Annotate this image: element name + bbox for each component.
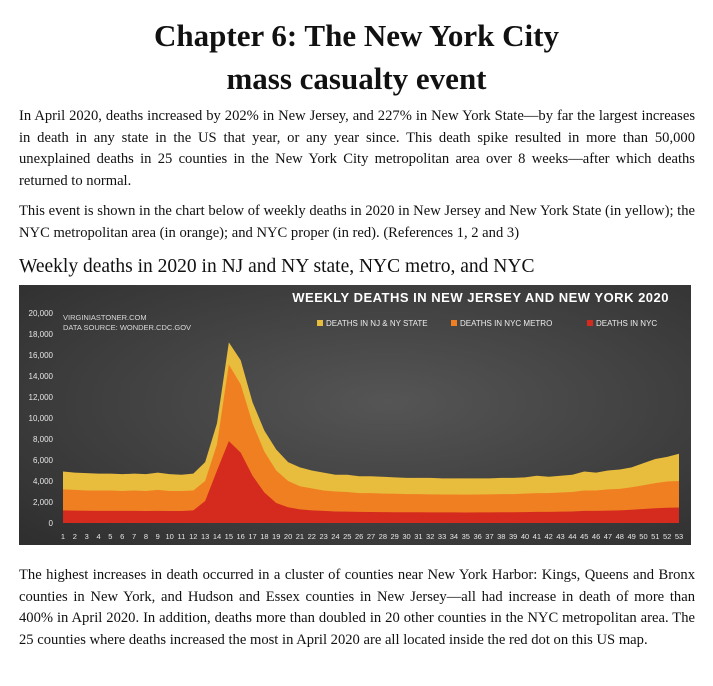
y-tick-label: 10,000 — [28, 414, 53, 423]
y-tick-label: 18,000 — [28, 330, 53, 339]
chapter-title-line-1: Chapter 6: The New York City — [154, 18, 559, 53]
x-tick-label: 26 — [354, 532, 364, 541]
x-tick-label: 3 — [84, 532, 89, 541]
x-tick-label: 51 — [651, 532, 660, 541]
x-tick-label: 37 — [485, 532, 494, 541]
legend-swatch — [451, 320, 457, 326]
chart-description-paragraph: This event is shown in the chart below of weekly deaths in 2020 in New Jersey and New York State (in yellow); the NYC metropolitan area (in orange); and NYC proper (in red). (References 1, 2 and 3) — [19, 203, 695, 241]
x-tick-label: 9 — [155, 532, 160, 541]
x-tick-label: 5 — [108, 532, 113, 541]
chart-source-site: VIRGINIASTONER.COM — [63, 313, 147, 322]
weekly-deaths-chart — [19, 285, 691, 545]
county-paragraph: The highest increases in death occurred in a cluster of counties near New York Harbor: Kings, Queens and Bronx counties in New York, and Hudson and Essex counties in New Jersey—all had increase in death of more than 400% in April 2020. In addition, deaths more than doubled in 20 other counties in the NYC metropolitan area. The 25 counties where deaths increased the most in April 2020 are all located inside the red dot on this US map. — [19, 567, 695, 648]
x-tick-label: 6 — [120, 532, 125, 541]
x-tick-label: 22 — [307, 532, 316, 541]
chart-title: WEEKLY DEATHS IN NEW JERSEY AND NEW YORK 2020 — [292, 290, 669, 305]
x-tick-label: 18 — [260, 532, 269, 541]
y-tick-label: 12,000 — [28, 393, 53, 402]
x-tick-label: 40 — [520, 532, 530, 541]
x-tick-label: 1 — [60, 532, 66, 541]
x-tick-label: 12 — [189, 532, 198, 541]
chapter-title-line-2: mass casualty event — [226, 61, 487, 96]
chart-data-source: DATA SOURCE: WONDER.CDC.GOV — [63, 323, 192, 332]
x-tick-label: 20 — [283, 532, 293, 541]
x-tick-label: 2 — [72, 532, 77, 541]
x-tick-label: 46 — [591, 532, 601, 541]
x-tick-label: 10 — [165, 532, 174, 541]
x-tick-label: 44 — [568, 532, 577, 541]
x-tick-label: 38 — [497, 532, 506, 541]
x-tick-label: 7 — [131, 532, 137, 541]
x-tick-label: 42 — [544, 532, 553, 541]
x-tick-label: 47 — [603, 532, 613, 541]
x-tick-label: 45 — [580, 532, 589, 541]
x-tick-label: 23 — [319, 532, 328, 541]
y-tick-label: 16,000 — [28, 351, 53, 360]
legend-label: DEATHS IN NYC METRO — [460, 319, 553, 328]
chart-caption: Weekly deaths in 2020 in NJ and NY state, NYC metro, and NYC — [19, 256, 535, 277]
x-tick-label: 15 — [224, 532, 234, 541]
x-tick-label: 21 — [295, 532, 305, 541]
x-tick-label: 19 — [272, 532, 281, 541]
y-tick-label: 14,000 — [28, 372, 53, 381]
x-tick-label: 29 — [390, 532, 399, 541]
chart-canvas — [19, 285, 691, 545]
x-tick-label: 43 — [556, 532, 565, 541]
x-tick-label: 17 — [248, 532, 257, 541]
legend-label: DEATHS IN NYC — [596, 319, 658, 328]
chart-legend — [317, 319, 657, 328]
y-tick-label: 8,000 — [32, 435, 53, 444]
x-tick-label: 48 — [615, 532, 624, 541]
y-tick-label: 20,000 — [28, 309, 53, 318]
x-tick-label: 34 — [449, 532, 459, 541]
x-tick-label: 4 — [96, 532, 101, 541]
x-tick-label: 25 — [343, 532, 352, 541]
x-tick-label: 24 — [331, 532, 340, 541]
legend-swatch — [317, 320, 323, 326]
y-tick-label: 0 — [48, 519, 53, 528]
x-tick-label: 41 — [532, 532, 542, 541]
legend-swatch — [587, 320, 593, 326]
x-tick-label: 11 — [177, 532, 186, 541]
x-tick-label: 13 — [200, 532, 210, 541]
x-tick-label: 16 — [236, 532, 245, 541]
x-tick-label: 27 — [366, 532, 376, 541]
x-tick-label: 39 — [508, 532, 518, 541]
x-tick-label: 32 — [426, 532, 435, 541]
x-tick-label: 33 — [437, 532, 447, 541]
x-tick-label: 49 — [627, 532, 636, 541]
x-tick-label: 53 — [674, 532, 684, 541]
x-tick-label: 28 — [378, 532, 388, 541]
x-tick-label: 35 — [461, 532, 470, 541]
legend-label: DEATHS IN NJ & NY STATE — [326, 319, 428, 328]
x-tick-label: 36 — [473, 532, 482, 541]
x-tick-label: 50 — [639, 532, 648, 541]
y-tick-label: 4,000 — [32, 477, 53, 486]
x-tick-label: 14 — [212, 532, 222, 541]
intro-paragraph: In April 2020, deaths increased by 202% in New Jersey, and 227% in New York State—by far the largest increases in death in any state in the US that year, or any year since. This death spike resulted in more than 50,000 unexplained deaths in 25 counties in the New York City metropolitan area over 8 weeks—after which deaths returned to normal. — [19, 108, 695, 189]
x-tick-label: 8 — [143, 532, 149, 541]
y-tick-label: 6,000 — [32, 456, 53, 465]
x-tick-label: 52 — [662, 532, 672, 541]
x-tick-label: 30 — [402, 532, 411, 541]
y-tick-label: 2,000 — [32, 498, 53, 507]
x-tick-label: 31 — [414, 532, 423, 541]
